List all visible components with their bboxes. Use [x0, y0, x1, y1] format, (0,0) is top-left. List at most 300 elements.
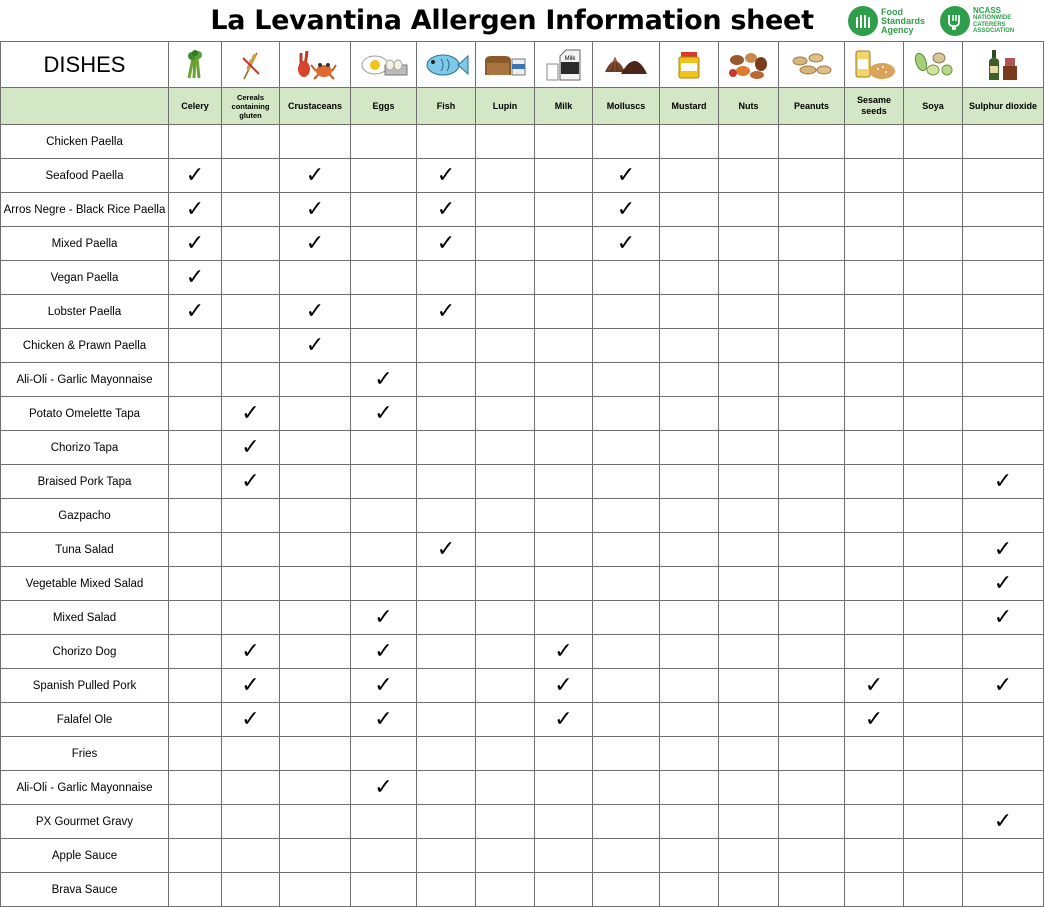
- allergen-cell: [222, 227, 280, 261]
- allergen-cell: [593, 261, 660, 295]
- allergen-cell: [593, 635, 660, 669]
- allergen-cell: [280, 533, 351, 567]
- allergen-cell: [222, 567, 280, 601]
- allergen-cell: [963, 567, 1044, 601]
- dish-name: Apple Sauce: [1, 839, 169, 873]
- check-mark-icon: ✓: [305, 332, 325, 358]
- dish-name: Vegan Paella: [1, 261, 169, 295]
- allergen-cell: [169, 805, 222, 839]
- allergen-cell: [779, 261, 845, 295]
- allergen-cell: [719, 533, 779, 567]
- allergen-cell: [351, 125, 417, 159]
- allergen-cell: [904, 363, 963, 397]
- nuts-icon: [719, 42, 779, 88]
- allergen-label: Celery: [169, 88, 222, 125]
- allergen-cell: [904, 635, 963, 669]
- allergen-cell: [535, 193, 593, 227]
- label-row-blank: [1, 88, 169, 125]
- allergen-cell: [417, 499, 476, 533]
- crab-icon: [280, 42, 351, 88]
- check-mark-icon: ✓: [993, 570, 1013, 596]
- allergen-cell: [779, 839, 845, 873]
- dish-name: Potato Omelette Tapa: [1, 397, 169, 431]
- allergen-cell: [222, 669, 280, 703]
- allergen-cell: [351, 601, 417, 635]
- allergen-cell: [660, 363, 719, 397]
- allergen-cell: [535, 431, 593, 465]
- dish-row: [1, 397, 1044, 431]
- allergen-cell: [280, 669, 351, 703]
- allergen-cell: [535, 601, 593, 635]
- dish-row: [1, 125, 1044, 159]
- dish-name: Mixed Salad: [1, 601, 169, 635]
- allergen-cell: [779, 465, 845, 499]
- allergen-cell: [476, 703, 535, 737]
- shell-icon: [593, 42, 660, 88]
- check-mark-icon: ✓: [305, 230, 325, 256]
- allergen-cell: [535, 567, 593, 601]
- allergen-cell: [476, 397, 535, 431]
- allergen-cell: [222, 397, 280, 431]
- allergen-cell: [904, 431, 963, 465]
- allergen-cell: [169, 159, 222, 193]
- allergen-cell: [351, 635, 417, 669]
- allergen-cell: [904, 295, 963, 329]
- allergen-cell: [660, 635, 719, 669]
- ncass-logo-icon: [940, 6, 970, 36]
- allergen-cell: [280, 601, 351, 635]
- allergen-cell: [660, 295, 719, 329]
- allergen-cell: [593, 805, 660, 839]
- allergen-cell: [660, 533, 719, 567]
- allergen-cell: [417, 227, 476, 261]
- allergen-cell: [779, 363, 845, 397]
- allergen-cell: [351, 737, 417, 771]
- allergen-cell: [719, 465, 779, 499]
- allergen-cell: [845, 567, 904, 601]
- allergen-label: Peanuts: [779, 88, 845, 125]
- allergen-cell: [535, 397, 593, 431]
- check-mark-icon: ✓: [305, 196, 325, 222]
- allergen-cell: [417, 839, 476, 873]
- allergen-cell: [660, 839, 719, 873]
- allergen-cell: [222, 295, 280, 329]
- allergen-cell: [476, 125, 535, 159]
- allergen-cell: [417, 431, 476, 465]
- check-mark-icon: ✓: [616, 162, 636, 188]
- allergen-cell: [660, 431, 719, 465]
- check-mark-icon: ✓: [185, 196, 205, 222]
- check-mark-icon: ✓: [305, 298, 325, 324]
- check-mark-icon: ✓: [993, 604, 1013, 630]
- allergen-cell: [169, 193, 222, 227]
- dish-row: [1, 227, 1044, 261]
- fsa-logo-text: [881, 8, 925, 35]
- allergen-cell: [779, 159, 845, 193]
- allergen-cell: [351, 703, 417, 737]
- celery-icon: [169, 42, 222, 88]
- allergen-cell: [593, 363, 660, 397]
- svg-text:Milk: Milk: [564, 55, 575, 62]
- allergen-cell: [719, 261, 779, 295]
- allergen-cell: [351, 261, 417, 295]
- allergen-cell: [222, 533, 280, 567]
- allergen-cell: [476, 227, 535, 261]
- dish-name: PX Gourmet Gravy: [1, 805, 169, 839]
- allergen-cell: [845, 261, 904, 295]
- allergen-cell: [351, 567, 417, 601]
- allergen-cell: [222, 465, 280, 499]
- allergen-cell: [535, 873, 593, 907]
- allergen-cell: [351, 397, 417, 431]
- allergen-cell: [719, 737, 779, 771]
- allergen-cell: [417, 125, 476, 159]
- allergen-cell: [535, 635, 593, 669]
- check-mark-icon: ✓: [993, 536, 1013, 562]
- allergen-cell: [169, 397, 222, 431]
- allergen-cell: [963, 295, 1044, 329]
- allergen-cell: [904, 601, 963, 635]
- allergen-cell: [417, 363, 476, 397]
- check-mark-icon: ✓: [436, 196, 456, 222]
- allergen-cell: [417, 703, 476, 737]
- allergen-cell: [280, 397, 351, 431]
- allergen-cell: [535, 669, 593, 703]
- allergen-cell: [280, 771, 351, 805]
- allergen-cell: [779, 669, 845, 703]
- check-mark-icon: ✓: [241, 638, 260, 664]
- allergen-cell: [593, 125, 660, 159]
- dish-name: Chorizo Dog: [1, 635, 169, 669]
- allergen-cell: [845, 329, 904, 363]
- allergen-cell: [660, 669, 719, 703]
- allergen-label: Soya: [904, 88, 963, 125]
- allergen-cell: [904, 329, 963, 363]
- allergen-cell: [280, 125, 351, 159]
- allergen-cell: [963, 499, 1044, 533]
- dish-row: [1, 295, 1044, 329]
- allergen-cell: [593, 431, 660, 465]
- allergen-cell: [719, 873, 779, 907]
- dish-name: Brava Sauce: [1, 873, 169, 907]
- allergen-cell: [169, 431, 222, 465]
- check-mark-icon: ✓: [374, 604, 393, 630]
- allergen-cell: [779, 635, 845, 669]
- allergen-cell: [535, 295, 593, 329]
- allergen-cell: [593, 533, 660, 567]
- allergen-cell: [593, 159, 660, 193]
- allergen-cell: [222, 261, 280, 295]
- allergen-cell: [169, 329, 222, 363]
- allergen-cell: [476, 635, 535, 669]
- allergen-label: Fish: [417, 88, 476, 125]
- allergen-cell: [593, 669, 660, 703]
- allergen-cell: [476, 465, 535, 499]
- check-mark-icon: ✓: [616, 230, 636, 256]
- dish-rows: [1, 125, 1044, 907]
- check-mark-icon: ✓: [185, 230, 205, 256]
- check-mark-icon: ✓: [241, 672, 260, 698]
- allergen-cell: [963, 159, 1044, 193]
- check-mark-icon: ✓: [241, 434, 260, 460]
- allergen-cell: [280, 431, 351, 465]
- check-mark-icon: ✓: [993, 468, 1013, 494]
- allergen-cell: [169, 533, 222, 567]
- allergen-cell: [963, 703, 1044, 737]
- allergen-cell: [476, 363, 535, 397]
- allergen-cell: [222, 805, 280, 839]
- allergen-cell: [169, 125, 222, 159]
- allergen-cell: [351, 839, 417, 873]
- allergen-cell: [280, 363, 351, 397]
- allergen-cell: [169, 499, 222, 533]
- dishes-header: DISHES: [1, 42, 169, 88]
- allergen-cell: [719, 363, 779, 397]
- allergen-label: Sulphur dioxide: [963, 88, 1044, 125]
- allergen-cell: [719, 499, 779, 533]
- check-mark-icon: ✓: [864, 672, 884, 698]
- allergen-cell: [963, 601, 1044, 635]
- allergen-cell: [845, 227, 904, 261]
- allergen-cell: [660, 193, 719, 227]
- ncass-logo-text: [973, 7, 1014, 35]
- allergen-cell: [904, 771, 963, 805]
- allergen-cell: [169, 295, 222, 329]
- allergen-label: Lupin: [476, 88, 535, 125]
- allergen-cell: [476, 737, 535, 771]
- allergen-cell: [417, 567, 476, 601]
- allergen-cell: [280, 499, 351, 533]
- allergen-cell: [845, 363, 904, 397]
- allergen-cell: [593, 193, 660, 227]
- allergen-cell: [660, 159, 719, 193]
- allergen-cell: [660, 465, 719, 499]
- allergen-cell: [904, 873, 963, 907]
- dish-row: [1, 499, 1044, 533]
- allergen-cell: [904, 261, 963, 295]
- allergen-cell: [351, 363, 417, 397]
- allergen-label-row: [1, 88, 1044, 125]
- fsa-logo-line: Standards: [881, 15, 926, 26]
- allergen-cell: [535, 261, 593, 295]
- allergen-cell: [904, 839, 963, 873]
- allergen-cell: [593, 839, 660, 873]
- allergen-label: Sesame seeds: [845, 88, 904, 125]
- allergen-cell: [417, 805, 476, 839]
- allergen-cell: [845, 193, 904, 227]
- check-mark-icon: ✓: [554, 638, 573, 664]
- allergen-cell: [535, 499, 593, 533]
- allergen-cell: [222, 431, 280, 465]
- allergen-cell: [351, 771, 417, 805]
- dish-row: [1, 805, 1044, 839]
- allergen-cell: [351, 499, 417, 533]
- allergen-cell: [351, 329, 417, 363]
- allergen-cell: [719, 703, 779, 737]
- allergen-cell: [476, 771, 535, 805]
- allergen-cell: [963, 465, 1044, 499]
- allergen-cell: [845, 703, 904, 737]
- allergen-cell: [280, 567, 351, 601]
- ncass-logo-line: NATIONWIDE: [973, 15, 1012, 22]
- allergen-cell: [476, 805, 535, 839]
- allergen-cell: [417, 737, 476, 771]
- check-mark-icon: ✓: [436, 162, 456, 188]
- allergen-cell: [719, 397, 779, 431]
- dish-row: [1, 261, 1044, 295]
- allergen-cell: [845, 533, 904, 567]
- allergen-cell: [169, 737, 222, 771]
- allergen-cell: [719, 839, 779, 873]
- allergen-label: Crustaceans: [280, 88, 351, 125]
- allergen-cell: [963, 431, 1044, 465]
- allergen-cell: [169, 601, 222, 635]
- allergen-cell: [476, 193, 535, 227]
- check-mark-icon: ✓: [185, 162, 205, 188]
- allergen-cell: [779, 329, 845, 363]
- dish-row: [1, 839, 1044, 873]
- dish-name: Spanish Pulled Pork: [1, 669, 169, 703]
- dish-row: [1, 363, 1044, 397]
- allergen-cell: [719, 669, 779, 703]
- allergen-cell: [593, 499, 660, 533]
- allergen-cell: [845, 431, 904, 465]
- allergen-cell: [845, 805, 904, 839]
- allergen-cell: [779, 805, 845, 839]
- allergen-cell: [904, 159, 963, 193]
- allergen-cell: [779, 295, 845, 329]
- allergen-cell: [779, 533, 845, 567]
- allergen-cell: [719, 193, 779, 227]
- allergen-cell: [476, 839, 535, 873]
- allergen-cell: [904, 193, 963, 227]
- allergen-cell: [417, 601, 476, 635]
- allergen-cell: [963, 771, 1044, 805]
- wheat-icon: [222, 42, 280, 88]
- dish-name: Chorizo Tapa: [1, 431, 169, 465]
- dish-row: [1, 567, 1044, 601]
- allergen-cell: [719, 567, 779, 601]
- dish-name: Chicken Paella: [1, 125, 169, 159]
- check-mark-icon: ✓: [374, 400, 393, 426]
- allergen-cell: [280, 261, 351, 295]
- allergen-cell: [963, 193, 1044, 227]
- allergen-cell: [963, 873, 1044, 907]
- allergen-cell: [904, 227, 963, 261]
- dish-name: Seafood Paella: [1, 159, 169, 193]
- allergen-cell: [845, 635, 904, 669]
- wine-bottle-icon: [963, 42, 1044, 88]
- soya-icon: [904, 42, 963, 88]
- allergen-cell: [660, 499, 719, 533]
- allergen-cell: [476, 669, 535, 703]
- dish-name: Ali-Oli - Garlic Mayonnaise: [1, 771, 169, 805]
- peanuts-icon: [779, 42, 845, 88]
- check-mark-icon: ✓: [241, 400, 260, 426]
- check-mark-icon: ✓: [436, 536, 456, 562]
- allergen-cell: [963, 839, 1044, 873]
- allergen-cell: [779, 125, 845, 159]
- allergen-cell: [476, 295, 535, 329]
- allergen-cell: [660, 329, 719, 363]
- allergen-cell: [476, 431, 535, 465]
- allergen-label: Mustard: [660, 88, 719, 125]
- allergen-cell: [169, 771, 222, 805]
- allergen-cell: [280, 227, 351, 261]
- allergen-cell: [845, 159, 904, 193]
- dish-name: Lobster Paella: [1, 295, 169, 329]
- sesame-icon: [845, 42, 904, 88]
- allergen-cell: [963, 125, 1044, 159]
- check-mark-icon: ✓: [993, 808, 1013, 834]
- check-mark-icon: ✓: [436, 298, 456, 324]
- dish-name: Chicken & Prawn Paella: [1, 329, 169, 363]
- page-title: La Levantina Allergen Information sheet: [210, 5, 814, 36]
- ncass-logo-line: ASSOCIATION: [973, 28, 1015, 35]
- allergen-label: Milk: [535, 88, 593, 125]
- check-mark-icon: ✓: [864, 706, 884, 732]
- allergen-cell: [535, 839, 593, 873]
- allergen-cell: [593, 601, 660, 635]
- fsa-logo-icon: [848, 6, 878, 36]
- dish-name: Arros Negre - Black Rice Paella: [1, 193, 169, 227]
- allergen-cell: [593, 737, 660, 771]
- check-mark-icon: ✓: [374, 366, 393, 392]
- allergen-cell: [660, 873, 719, 907]
- allergen-cell: [280, 805, 351, 839]
- allergen-cell: [351, 159, 417, 193]
- check-mark-icon: ✓: [374, 638, 393, 664]
- allergen-cell: [222, 159, 280, 193]
- allergen-cell: [593, 465, 660, 499]
- allergen-cell: [535, 125, 593, 159]
- allergen-cell: [351, 465, 417, 499]
- dish-row: [1, 669, 1044, 703]
- allergen-cell: [660, 601, 719, 635]
- allergen-cell: [779, 431, 845, 465]
- allergen-cell: [417, 669, 476, 703]
- allergen-cell: [904, 567, 963, 601]
- allergen-cell: [169, 465, 222, 499]
- dish-name: Tuna Salad: [1, 533, 169, 567]
- allergen-cell: [845, 295, 904, 329]
- allergen-cell: [222, 703, 280, 737]
- allergen-cell: [963, 397, 1044, 431]
- allergen-cell: [779, 567, 845, 601]
- check-mark-icon: ✓: [436, 230, 456, 256]
- dish-row: [1, 159, 1044, 193]
- allergen-cell: [169, 635, 222, 669]
- allergen-cell: [280, 465, 351, 499]
- allergen-cell: [535, 805, 593, 839]
- check-mark-icon: ✓: [185, 298, 205, 324]
- dish-name: Fries: [1, 737, 169, 771]
- ncass-logo-line: NCASS: [973, 6, 1002, 16]
- allergen-cell: [963, 669, 1044, 703]
- dish-row: [1, 193, 1044, 227]
- allergen-table: [0, 41, 1044, 907]
- allergen-cell: [845, 601, 904, 635]
- allergen-cell: [845, 839, 904, 873]
- allergen-cell: [222, 601, 280, 635]
- allergen-cell: [593, 227, 660, 261]
- allergen-cell: [660, 703, 719, 737]
- allergen-cell: [222, 635, 280, 669]
- allergen-cell: [779, 737, 845, 771]
- allergen-cell: [280, 839, 351, 873]
- fsa-logo: [848, 6, 925, 36]
- allergen-cell: [351, 805, 417, 839]
